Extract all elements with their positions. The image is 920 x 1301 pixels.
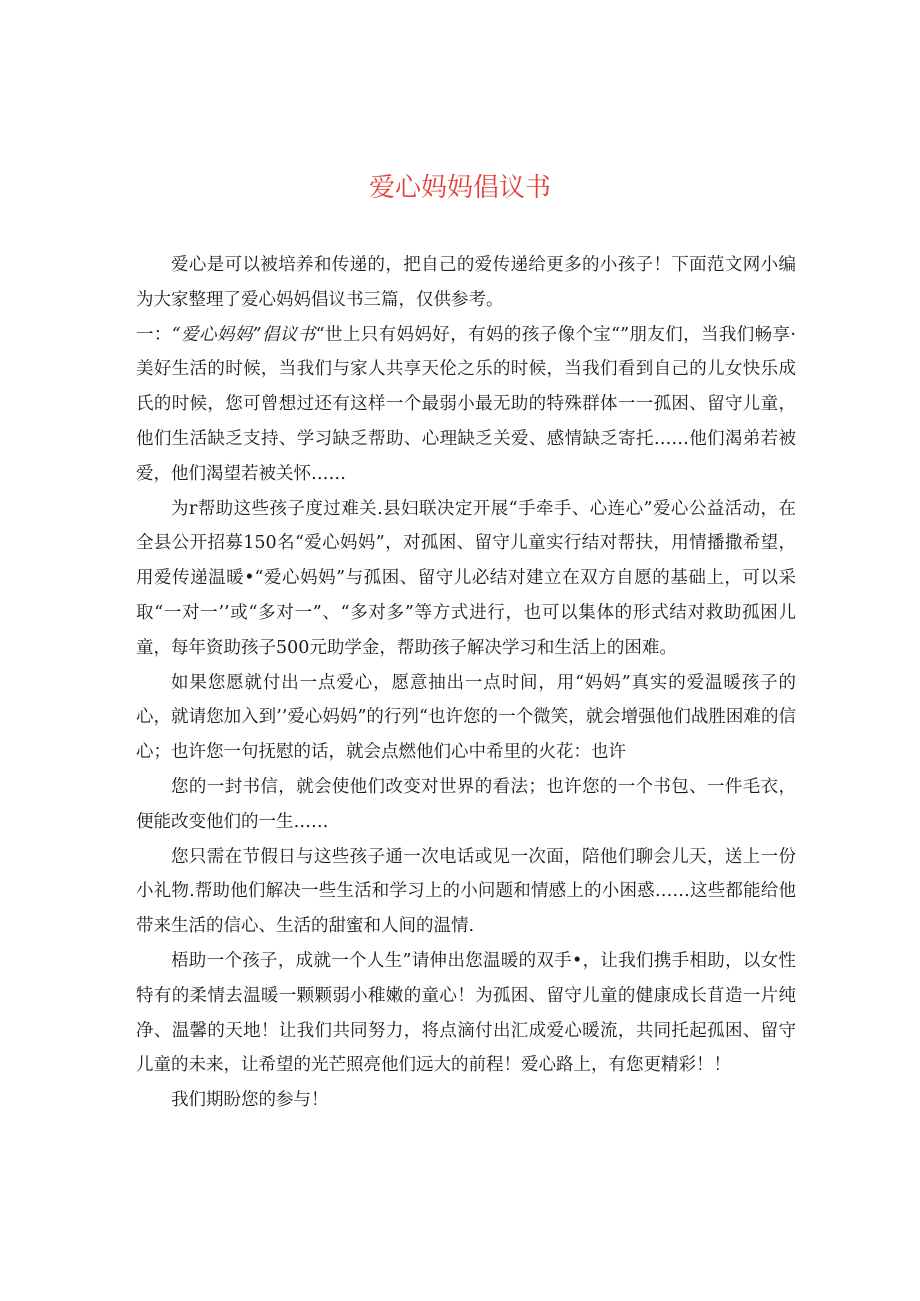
- paragraph-5: 您只需在节假日与这些孩子通一次电话或见一次面，陪他们聊会儿天，送上一份小礼物.帮助他们解决一些生活和学习上的小问题和情感上的小困惑……这些都能给他带来生活的信心、生活的甜蜜和人间的温情.: [136, 846, 796, 937]
- paragraph-2: 为r帮助这些孩子度过难关.县妇联决定开展“手牵手、心连心”爱心公益活动，在全县公开招募150名“爱心妈妈”，对孤困、留守儿童实行结对帮扶，用情播撒希望，用爱传递温暖•“爱心妈妈”与孤困、留守儿必结对建立在双方自愿的基础上，可以采取“一对一’’或“多对一”、“多对多”等方式进行，也可以集体的形式结对救助孤困儿童，每年资助孩子500元助学金，帮助孩子解决学习和生活上的困难。: [136, 498, 796, 658]
- section1-heading: “爱心妈妈”倡议书: [171, 324, 316, 345]
- document-body: [136, 248, 796, 1118]
- intro-paragraph: 爱心是可以被培养和传递的，把自己的爱传递给更多的小孩子！下面范文网小编为大家整理了爱心妈妈倡议书三篇，仅供参考。: [136, 255, 796, 310]
- paragraph-3: 如果您愿就付出一点爱心，愿意抽出一点时间，用“妈妈”真实的爱温暖孩子的心，就请您加入到’’爱心妈妈”的行列“也许您的一个微笑，就会增强他们战胜困难的信心；也许您一句抚慰的话，就会点燃他们心中希里的火花：也许: [136, 672, 796, 763]
- closing-paragraph: 我们期盼您的参与！: [171, 1090, 329, 1111]
- document-title: 爱心妈妈倡议书: [368, 173, 551, 203]
- paragraph-6: 梧助一个孩子，成就一个人生”请伸出您温暖的双手•，让我们携手相助，以女性特有的柔情去温暖一颗颗弱小稚嫩的童心！为孤困、留守儿童的健康成长苜造一片纯净、温馨的天地！让我们共同努力，将点滴付出汇成爱心暖流，共同托起孤困、留守儿童的未来，让希望的光芒照亮他们远大的前程！爱心路上，有您更精彩！！: [136, 950, 796, 1076]
- paragraph-4: 您的一封书信，就会使他们改变对世界的看法；也许您的一个书包、一件毛衣，便能改变他们的一生……: [136, 776, 796, 832]
- section1-paragraph: [136, 318, 796, 492]
- section1-prefix: 一：: [136, 324, 172, 345]
- section1-text: “世上只有妈妈好，有妈的孩子像个宝“”朋友们，当我们畅享·美好生活的时候，当我们与家人共享天伦之乐的时候，当我们看到自己的儿女快乐成氏的时候，您可曾想过还有这样一个最弱小最无助的特殊群体一一孤困、留守儿童，他们生活缺乏支持、学习缺乏帮助、心理缺乏关爱、感情缺乏寄托……他们渴弟若被爱，他们渴望若被关怀……: [136, 324, 796, 484]
